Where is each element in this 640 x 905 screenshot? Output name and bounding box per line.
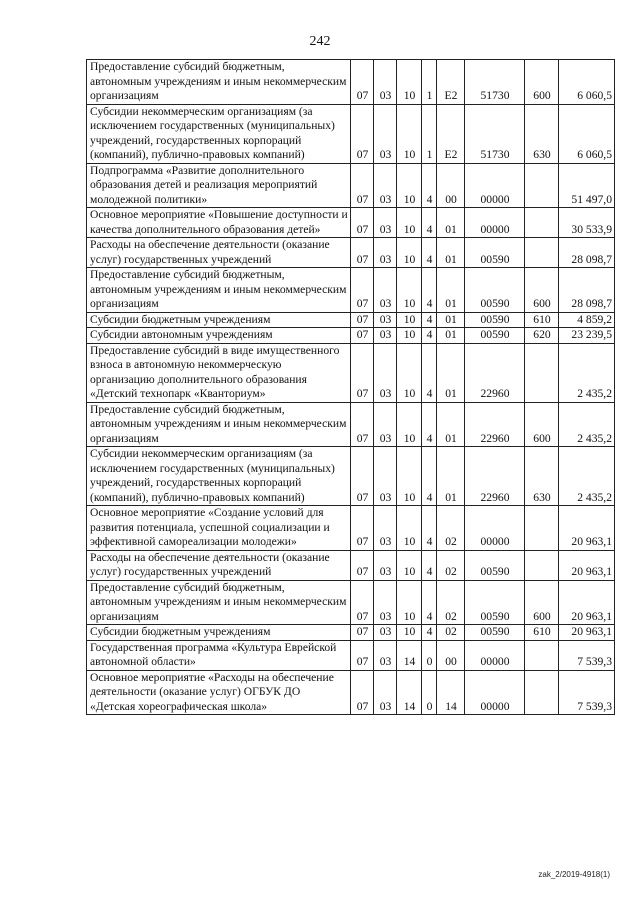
section-code-cell: 07: [351, 312, 374, 328]
amount-cell: 7 539,3: [559, 640, 615, 670]
event-code-cell: E2: [437, 104, 465, 163]
section-code-cell: 07: [351, 640, 374, 670]
subsection-code-cell: 03: [374, 670, 397, 715]
direction-code-cell: 51730: [465, 60, 525, 105]
subprogram-code-cell: 4: [422, 343, 437, 402]
section-code-cell: 07: [351, 625, 374, 641]
table-row: [87, 506, 615, 551]
page-number: 242: [309, 34, 331, 49]
expense-type-cell: [525, 670, 559, 715]
table-row: [87, 550, 615, 580]
subsection-code-cell: 03: [374, 312, 397, 328]
section-code-cell: 07: [351, 60, 374, 105]
table-row: [87, 163, 615, 208]
program-code-cell: 10: [397, 580, 422, 625]
expense-type-cell: 630: [525, 104, 559, 163]
event-code-cell: 01: [437, 208, 465, 238]
subprogram-code-cell: 4: [422, 550, 437, 580]
table-row: [87, 238, 615, 268]
event-code-cell: 01: [437, 447, 465, 506]
direction-code-cell: 00000: [465, 208, 525, 238]
expense-name-cell: Субсидии бюджетным учреждениям: [87, 312, 351, 328]
subprogram-code-cell: 4: [422, 328, 437, 344]
subsection-code-cell: 03: [374, 60, 397, 105]
subprogram-code-cell: 4: [422, 312, 437, 328]
subprogram-code-cell: 4: [422, 163, 437, 208]
amount-cell: 6 060,5: [559, 60, 615, 105]
table-row: [87, 312, 615, 328]
amount-cell: 2 435,2: [559, 402, 615, 447]
section-code-cell: 07: [351, 447, 374, 506]
expense-type-cell: 600: [525, 402, 559, 447]
subsection-code-cell: 03: [374, 343, 397, 402]
expense-name-cell: Предоставление субсидий бюджетным, автономным учреждениям и иным некоммерческим организациям: [87, 268, 351, 313]
direction-code-cell: 00000: [465, 640, 525, 670]
section-code-cell: 07: [351, 328, 374, 344]
direction-code-cell: 00590: [465, 550, 525, 580]
event-code-cell: 00: [437, 640, 465, 670]
document-code: zak_2/2019-4918(1): [538, 870, 610, 879]
direction-code-cell: 51730: [465, 104, 525, 163]
expense-name-cell: Основное мероприятие «Расходы на обеспечение деятельности (оказание услуг) ОГБУК ДО «Детская хореографическая школа»: [87, 670, 351, 715]
subprogram-code-cell: 4: [422, 506, 437, 551]
program-code-cell: 10: [397, 550, 422, 580]
amount-cell: 28 098,7: [559, 238, 615, 268]
program-code-cell: 10: [397, 268, 422, 313]
expense-name-cell: Основное мероприятие «Создание условий для развития потенциала, успешной социализации и эффективной самореализации молодежи»: [87, 506, 351, 551]
expense-name-cell: Расходы на обеспечение деятельности (оказание услуг) государственных учреждений: [87, 550, 351, 580]
program-code-cell: 10: [397, 402, 422, 447]
program-code-cell: 10: [397, 60, 422, 105]
subprogram-code-cell: 4: [422, 268, 437, 313]
table-row: [87, 60, 615, 105]
table-row: [87, 580, 615, 625]
subprogram-code-cell: 4: [422, 447, 437, 506]
direction-code-cell: 00590: [465, 312, 525, 328]
expense-name-cell: Основное мероприятие «Повышение доступности и качества дополнительного образования детей»: [87, 208, 351, 238]
direction-code-cell: 00590: [465, 238, 525, 268]
direction-code-cell: 22960: [465, 402, 525, 447]
amount-cell: 2 435,2: [559, 343, 615, 402]
direction-code-cell: 00590: [465, 580, 525, 625]
section-code-cell: 07: [351, 268, 374, 313]
amount-cell: 20 963,1: [559, 580, 615, 625]
expense-type-cell: 600: [525, 60, 559, 105]
amount-cell: 28 098,7: [559, 268, 615, 313]
section-code-cell: 07: [351, 402, 374, 447]
subsection-code-cell: 03: [374, 640, 397, 670]
expense-type-cell: 620: [525, 328, 559, 344]
amount-cell: 4 859,2: [559, 312, 615, 328]
subsection-code-cell: 03: [374, 447, 397, 506]
program-code-cell: 14: [397, 670, 422, 715]
subsection-code-cell: 03: [374, 163, 397, 208]
subsection-code-cell: 03: [374, 402, 397, 447]
program-code-cell: 10: [397, 343, 422, 402]
expense-type-cell: [525, 208, 559, 238]
program-code-cell: 10: [397, 328, 422, 344]
event-code-cell: 02: [437, 506, 465, 551]
expense-name-cell: Субсидии некоммерческим организациям (за исключением государственных (муниципальных) учреждений, государственных корпораций (компаний), публично-правовых компаний): [87, 104, 351, 163]
program-code-cell: 10: [397, 312, 422, 328]
expense-type-cell: 610: [525, 312, 559, 328]
expense-type-cell: [525, 550, 559, 580]
expense-type-cell: [525, 238, 559, 268]
table-row: [87, 268, 615, 313]
expense-name-cell: Расходы на обеспечение деятельности (оказание услуг) государственных учреждений: [87, 238, 351, 268]
program-code-cell: 10: [397, 447, 422, 506]
expense-type-cell: [525, 506, 559, 551]
direction-code-cell: 22960: [465, 343, 525, 402]
subprogram-code-cell: 0: [422, 670, 437, 715]
subsection-code-cell: 03: [374, 580, 397, 625]
expense-name-cell: Субсидии бюджетным учреждениям: [87, 625, 351, 641]
section-code-cell: 07: [351, 580, 374, 625]
subprogram-code-cell: 1: [422, 60, 437, 105]
table-row: [87, 343, 615, 402]
amount-cell: 23 239,5: [559, 328, 615, 344]
direction-code-cell: 00590: [465, 625, 525, 641]
amount-cell: 20 963,1: [559, 625, 615, 641]
table-row: [87, 447, 615, 506]
section-code-cell: 07: [351, 670, 374, 715]
amount-cell: 30 533,9: [559, 208, 615, 238]
amount-cell: 7 539,3: [559, 670, 615, 715]
event-code-cell: 01: [437, 312, 465, 328]
event-code-cell: 01: [437, 328, 465, 344]
subsection-code-cell: 03: [374, 506, 397, 551]
table-row: [87, 625, 615, 641]
expense-name-cell: Государственная программа «Культура Еврейской автономной области»: [87, 640, 351, 670]
expense-type-cell: 610: [525, 625, 559, 641]
event-code-cell: 01: [437, 238, 465, 268]
expense-name-cell: Предоставление субсидий в виде имущественного взноса в автономную некоммерческую организацию дополнительного образования «Детский технопарк «Кванториум»: [87, 343, 351, 402]
expense-name-cell: Подпрограмма «Развитие дополнительного образования детей и реализация мероприятий молодежной политики»: [87, 163, 351, 208]
subprogram-code-cell: 4: [422, 208, 437, 238]
expense-type-cell: 630: [525, 447, 559, 506]
amount-cell: 6 060,5: [559, 104, 615, 163]
subsection-code-cell: 03: [374, 238, 397, 268]
subsection-code-cell: 03: [374, 625, 397, 641]
table-row: [87, 402, 615, 447]
expense-type-cell: [525, 640, 559, 670]
subprogram-code-cell: 4: [422, 402, 437, 447]
amount-cell: 2 435,2: [559, 447, 615, 506]
section-code-cell: 07: [351, 343, 374, 402]
subprogram-code-cell: 1: [422, 104, 437, 163]
expense-name-cell: Субсидии автономным учреждениям: [87, 328, 351, 344]
amount-cell: 51 497,0: [559, 163, 615, 208]
amount-cell: 20 963,1: [559, 506, 615, 551]
program-code-cell: 14: [397, 640, 422, 670]
expense-type-cell: 600: [525, 268, 559, 313]
subprogram-code-cell: 4: [422, 625, 437, 641]
expense-name-cell: Субсидии некоммерческим организациям (за исключением государственных (муниципальных) учреждений, государственных корпораций (компаний), публично-правовых компаний): [87, 447, 351, 506]
amount-cell: 20 963,1: [559, 550, 615, 580]
expense-type-cell: [525, 343, 559, 402]
budget-table-body: [87, 60, 615, 715]
expense-name-cell: Предоставление субсидий бюджетным, автономным учреждениям и иным некоммерческим организациям: [87, 402, 351, 447]
program-code-cell: 10: [397, 208, 422, 238]
expense-type-cell: 600: [525, 580, 559, 625]
program-code-cell: 10: [397, 238, 422, 268]
event-code-cell: 00: [437, 163, 465, 208]
subprogram-code-cell: 4: [422, 580, 437, 625]
event-code-cell: 01: [437, 343, 465, 402]
table-row: [87, 328, 615, 344]
direction-code-cell: 00590: [465, 268, 525, 313]
event-code-cell: 02: [437, 580, 465, 625]
event-code-cell: 02: [437, 625, 465, 641]
program-code-cell: 10: [397, 506, 422, 551]
direction-code-cell: 00000: [465, 670, 525, 715]
program-code-cell: 10: [397, 104, 422, 163]
program-code-cell: 10: [397, 163, 422, 208]
subsection-code-cell: 03: [374, 328, 397, 344]
section-code-cell: 07: [351, 506, 374, 551]
event-code-cell: 14: [437, 670, 465, 715]
section-code-cell: 07: [351, 550, 374, 580]
subsection-code-cell: 03: [374, 208, 397, 238]
subprogram-code-cell: 4: [422, 238, 437, 268]
section-code-cell: 07: [351, 163, 374, 208]
section-code-cell: 07: [351, 104, 374, 163]
event-code-cell: 01: [437, 268, 465, 313]
subsection-code-cell: 03: [374, 104, 397, 163]
table-row: [87, 640, 615, 670]
subprogram-code-cell: 0: [422, 640, 437, 670]
event-code-cell: 02: [437, 550, 465, 580]
table-row: [87, 670, 615, 715]
direction-code-cell: 22960: [465, 447, 525, 506]
expense-name-cell: Предоставление субсидий бюджетным, автономным учреждениям и иным некоммерческим организациям: [87, 60, 351, 105]
table-row: [87, 104, 615, 163]
subsection-code-cell: 03: [374, 268, 397, 313]
expense-name-cell: Предоставление субсидий бюджетным, автономным учреждениям и иным некоммерческим организациям: [87, 580, 351, 625]
expense-type-cell: [525, 163, 559, 208]
budget-table: [86, 59, 615, 715]
subsection-code-cell: 03: [374, 550, 397, 580]
direction-code-cell: 00000: [465, 506, 525, 551]
event-code-cell: 01: [437, 402, 465, 447]
event-code-cell: E2: [437, 60, 465, 105]
table-row: [87, 208, 615, 238]
direction-code-cell: 00590: [465, 328, 525, 344]
section-code-cell: 07: [351, 208, 374, 238]
section-code-cell: 07: [351, 238, 374, 268]
program-code-cell: 10: [397, 625, 422, 641]
direction-code-cell: 00000: [465, 163, 525, 208]
